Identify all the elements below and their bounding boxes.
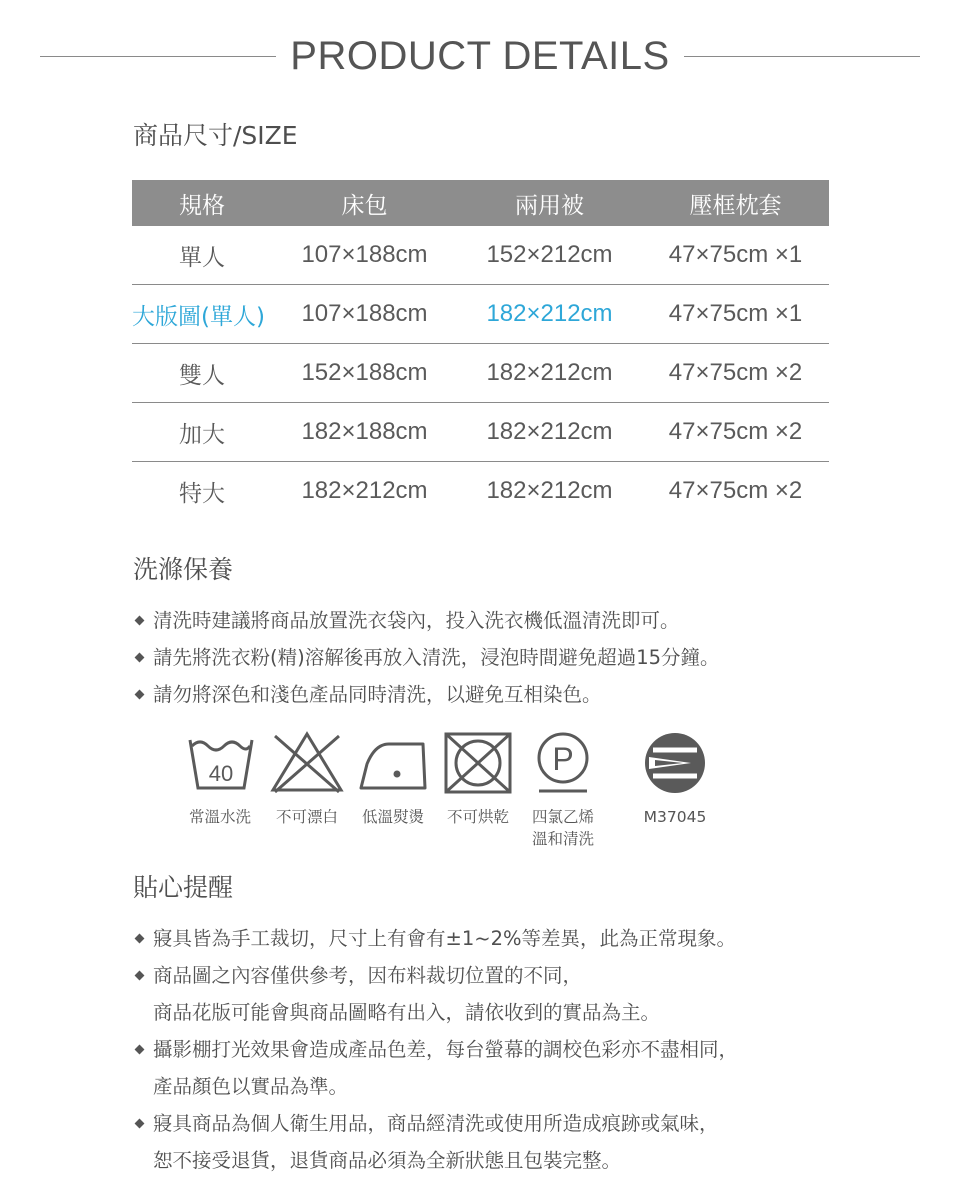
- size-cell-duvet: 182×212cm: [457, 285, 642, 344]
- note-line: 商品圖之內容僅供參考，因布料裁切位置的不同，: [153, 964, 583, 987]
- col-header-duvet: 兩用被: [457, 180, 642, 226]
- care-label-dryclean-line2: 溫和清洗: [531, 830, 594, 848]
- care-label-bleach: 不可漂白: [275, 808, 338, 826]
- note-line: 寢具商品為個人衛生用品，商品經清洗或使用所造成痕跡或氣味，: [153, 1112, 719, 1135]
- care-label-wash: 常溫水洗: [188, 808, 251, 826]
- care-label-dry: 不可烘乾: [446, 808, 509, 826]
- care-heading: 洗滌保養: [133, 555, 234, 584]
- size-cell-spec: 加大: [132, 403, 272, 462]
- size-cell-spec: 特大: [132, 462, 272, 521]
- size-cell-pillowcase: 47×75cm ×1: [642, 285, 829, 344]
- wash-temperature: 40: [208, 761, 234, 786]
- size-table-header: [132, 180, 829, 226]
- certification-mark-icon: [635, 730, 715, 796]
- size-table-row: [132, 344, 829, 403]
- note-item: [133, 957, 738, 1031]
- size-cell-fitted-sheet: 182×188cm: [272, 403, 457, 462]
- size-table-body: [132, 226, 829, 520]
- col-header-fitted-sheet: 床包: [272, 180, 457, 226]
- no-tumble-dry-icon: [438, 730, 518, 796]
- note-line: 攝影棚打光效果會造成產品色差，每台螢幕的調校色彩亦不盡相同，: [153, 1038, 739, 1061]
- size-table: [132, 180, 829, 520]
- care-symbol-dry: [438, 730, 518, 828]
- size-cell-fitted-sheet: 182×212cm: [272, 462, 457, 521]
- size-cell-fitted-sheet: 107×188cm: [301, 241, 428, 268]
- size-cell-duvet: 182×212cm: [457, 462, 642, 521]
- size-cell-pillowcase: 47×75cm ×2: [642, 403, 829, 462]
- page-title: PRODUCT DETAILS: [290, 34, 670, 78]
- care-symbol-certification: [635, 730, 715, 828]
- size-table-row: [132, 285, 829, 344]
- size-cell-pillowcase: 47×75cm ×2: [642, 462, 829, 521]
- care-label-dryclean: [523, 806, 603, 850]
- size-cell-fitted-sheet: 107×188cm: [272, 285, 457, 344]
- no-bleach-icon: [267, 730, 347, 796]
- note-line: 寢具皆為手工裁切，尺寸上有會有±1~2%等差異，此為正常現象。: [153, 927, 737, 950]
- size-cell-pillowcase: 47×75cm ×1: [668, 241, 803, 268]
- care-symbols: [180, 730, 740, 860]
- note-line: 恕不接受退貨，退貨商品必須為全新狀態且包裝完整。: [153, 1149, 622, 1172]
- care-symbol-iron: [353, 730, 433, 828]
- size-cell-pillowcase: 47×75cm ×2: [642, 344, 829, 403]
- low-iron-icon: [353, 730, 433, 796]
- notes-heading: 貼心提醒: [133, 873, 234, 902]
- col-header-pillowcase: 壓框枕套: [642, 180, 829, 226]
- care-item: 清洗時建議將商品放置洗衣袋內，投入洗衣機低溫清洗即可。: [133, 602, 720, 639]
- size-table-row: [132, 226, 829, 285]
- size-cell-duvet: 182×212cm: [457, 403, 642, 462]
- size-cell-spec: 大版圖(單人): [132, 285, 272, 344]
- care-item: 請先將洗衣粉(精)溶解後再放入清洗，浸泡時間避免超過15分鐘。: [133, 639, 720, 676]
- care-label-certification: M37045: [643, 808, 707, 826]
- note-line: 商品花版可能會與商品圖略有出入，請依收到的實品為主。: [153, 1001, 661, 1024]
- size-cell-duvet: 182×212cm: [457, 344, 642, 403]
- care-list: [133, 602, 720, 713]
- page-title-row: [40, 34, 920, 86]
- note-line: 產品顏色以實品為準。: [153, 1075, 349, 1098]
- care-label-iron: 低溫熨燙: [361, 808, 424, 826]
- wash-40-icon: [180, 730, 260, 796]
- care-symbol-bleach: [267, 730, 347, 828]
- notes-list: [133, 920, 738, 1179]
- size-cell-spec: 雙人: [132, 344, 272, 403]
- size-cell-duvet: 152×212cm: [486, 241, 613, 268]
- dryclean-letter: P: [552, 741, 574, 777]
- note-item: [133, 1105, 738, 1179]
- note-item: [133, 920, 738, 957]
- size-cell-spec: 單人: [179, 244, 225, 271]
- size-table-row: [132, 403, 829, 462]
- care-item: 請勿將深色和淺色產品同時清洗，以避免互相染色。: [133, 676, 720, 713]
- dry-clean-p-icon: [523, 730, 603, 796]
- title-divider-right: [684, 56, 920, 57]
- col-header-spec: 規格: [132, 180, 272, 226]
- size-heading: 商品尺寸/SIZE: [133, 121, 298, 150]
- size-table-row: [132, 462, 829, 521]
- care-label-dryclean-line1: 四氯乙烯: [531, 808, 594, 826]
- note-item: [133, 1031, 738, 1105]
- size-cell-fitted-sheet: 152×188cm: [272, 344, 457, 403]
- care-symbol-wash: [180, 730, 260, 828]
- care-symbol-dryclean: [523, 730, 603, 850]
